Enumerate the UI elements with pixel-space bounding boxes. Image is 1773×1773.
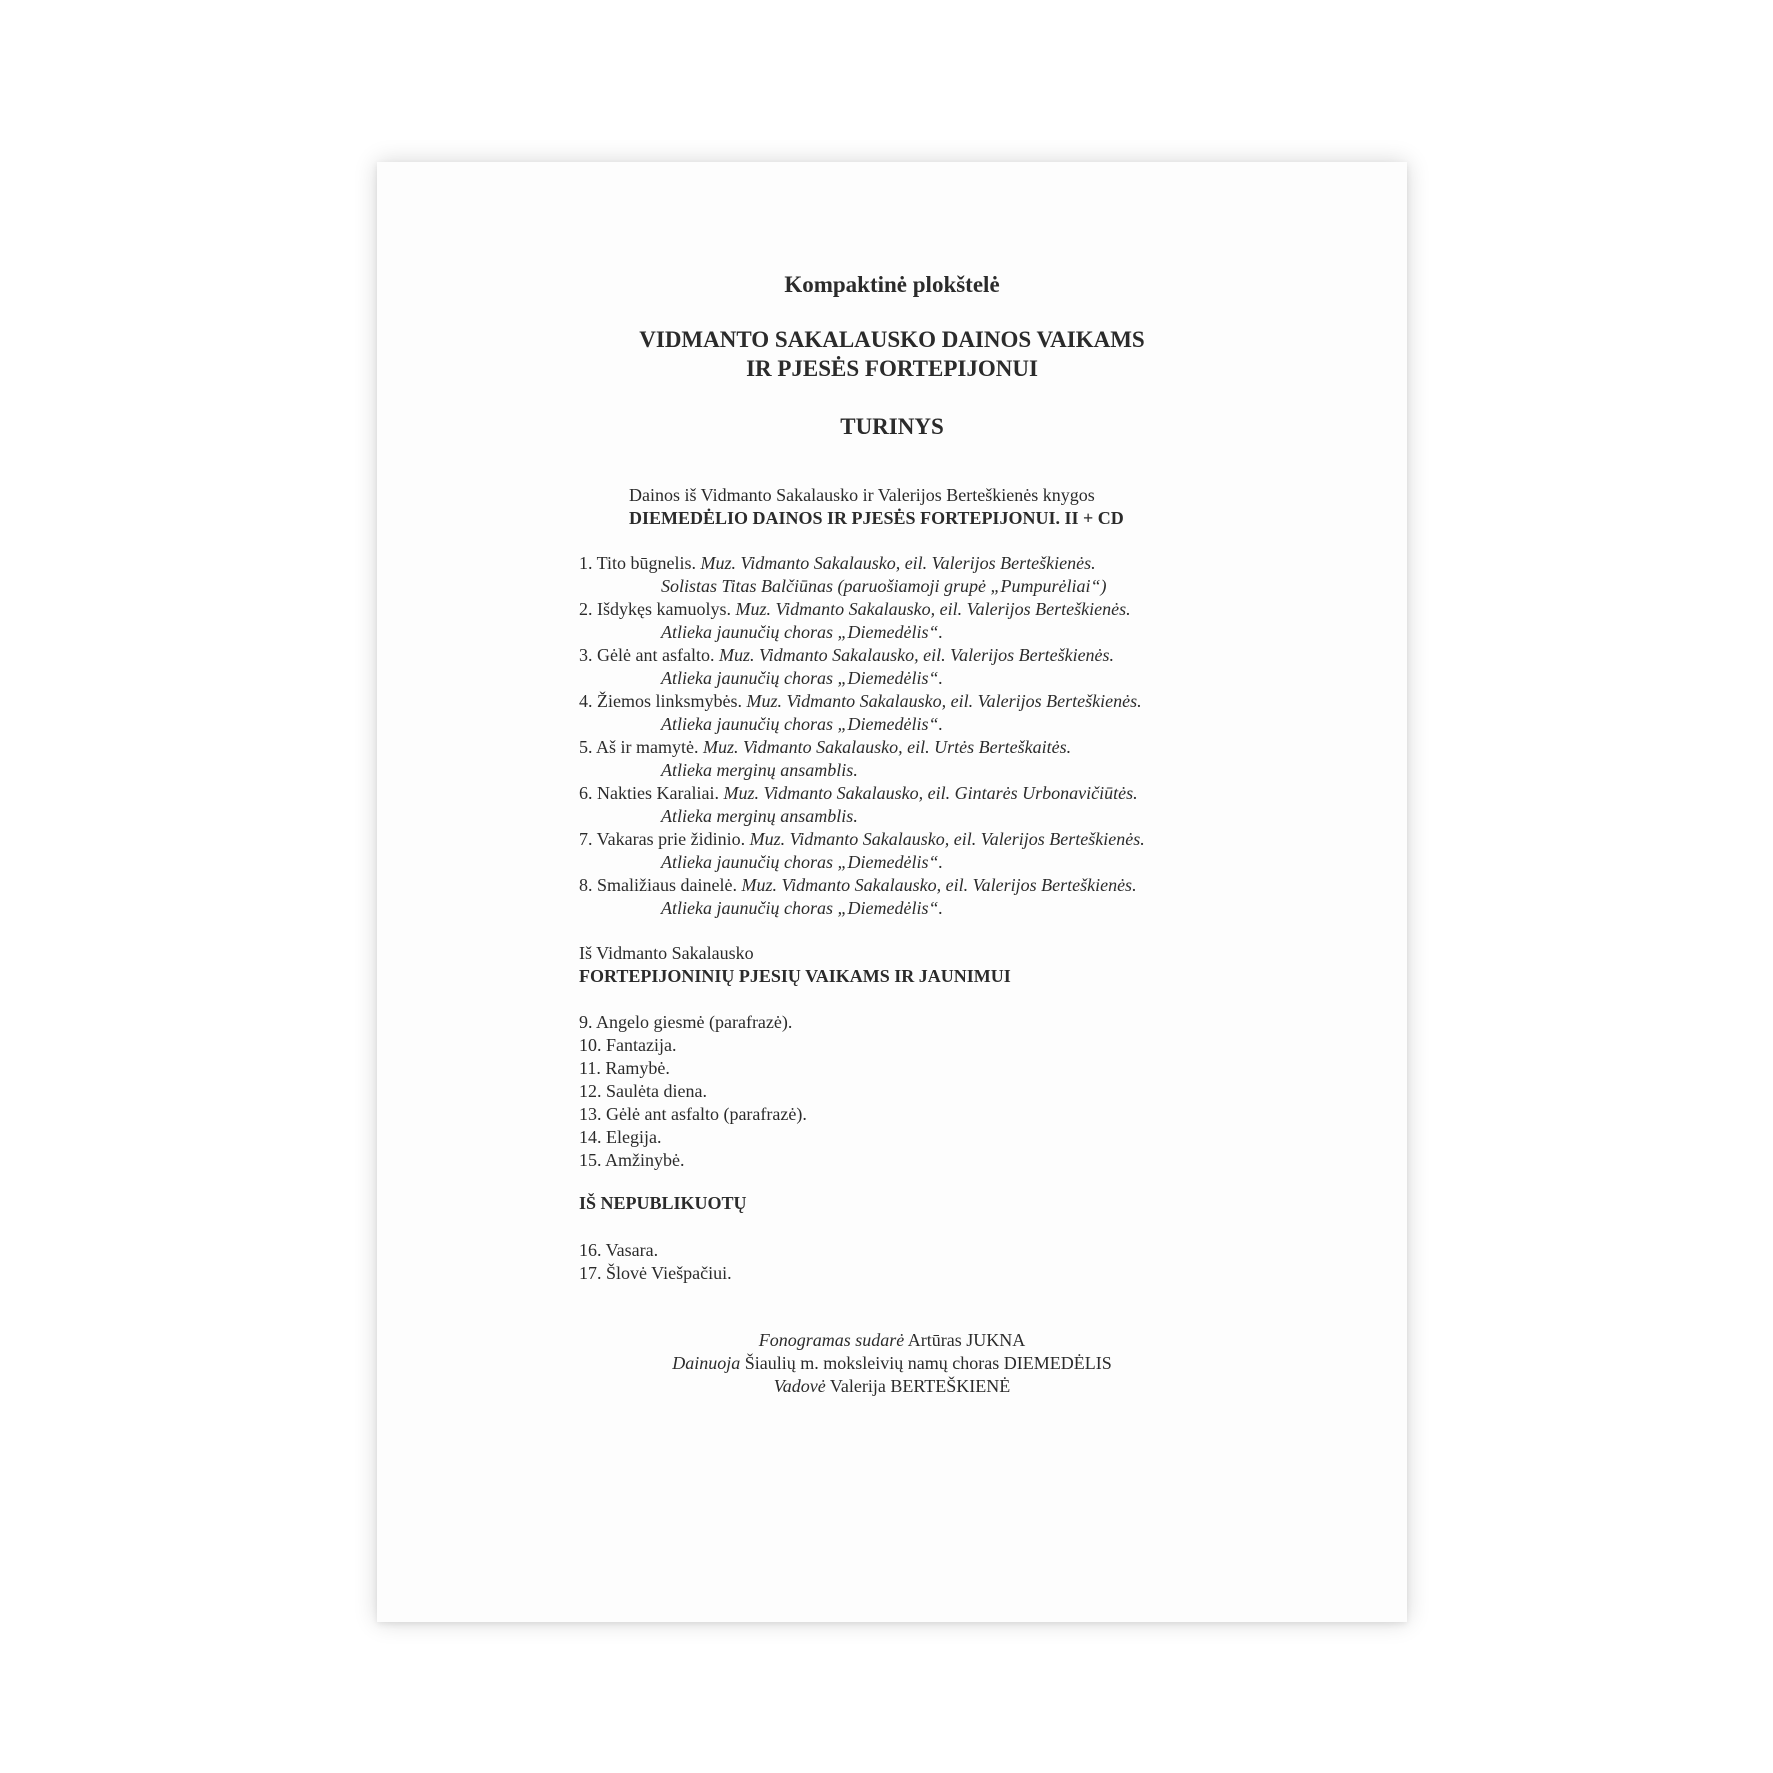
list-item	[579, 552, 1145, 598]
song-credit: Muz. Vidmanto Sakalausko, eil. Urtės Berteškaitės.	[703, 737, 1072, 757]
unpublished-list	[579, 1239, 732, 1285]
list-item: 12. Saulėta diena.	[579, 1081, 707, 1101]
songs-source-line: Dainos iš Vidmanto Sakalausko ir Valerijos Berteškienės knygos	[629, 485, 1095, 505]
credit-line	[377, 1329, 1407, 1352]
song-performer: Atlieka jaunučių choras „Diemedėlis“.	[661, 898, 943, 918]
list-item: 17. Šlovė Viešpačiui.	[579, 1263, 732, 1283]
song-performer: Atlieka merginų ansamblis.	[661, 806, 858, 826]
credit-line	[377, 1375, 1407, 1398]
credit-name: Valerija BERTEŠKIENĖ	[825, 1376, 1011, 1396]
song-credit: Muz. Vidmanto Sakalausko, eil. Valerijos Berteškienės.	[735, 599, 1131, 619]
contents-heading: TURINYS	[840, 414, 944, 439]
credit-role: Dainuoja	[672, 1353, 741, 1373]
title-line-2: IR PJESĖS FORTEPIJONUI	[746, 356, 1038, 381]
song-title: 6. Nakties Karaliai.	[579, 783, 724, 803]
list-item: 16. Vasara.	[579, 1240, 659, 1260]
credit-role: Fonogramas sudarė	[758, 1330, 905, 1350]
document-subtitle: Kompaktinė plokštelė	[784, 272, 1000, 297]
songs-source	[629, 484, 1124, 530]
document-title	[377, 325, 1407, 383]
song-title: 8. Smaližiaus dainelė.	[579, 875, 742, 895]
pieces-source	[579, 942, 1011, 988]
list-item	[579, 736, 1145, 782]
document-page	[377, 162, 1407, 1622]
song-performer: Atlieka jaunučių choras „Diemedėlis“.	[661, 668, 943, 688]
list-item	[579, 828, 1145, 874]
song-credit: Muz. Vidmanto Sakalausko, eil. Valerijos Berteškienės.	[700, 553, 1096, 573]
list-item: 14. Elegija.	[579, 1127, 662, 1147]
song-performer: Atlieka jaunučių choras „Diemedėlis“.	[661, 852, 943, 872]
song-performer: Atlieka jaunučių choras „Diemedėlis“.	[661, 622, 943, 642]
list-item	[579, 644, 1145, 690]
piece-list	[579, 1011, 807, 1172]
song-performer: Atlieka merginų ansamblis.	[661, 760, 858, 780]
list-item	[579, 782, 1145, 828]
song-title: 1. Tito būgnelis.	[579, 553, 701, 573]
song-title: 5. Aš ir mamytė.	[579, 737, 703, 757]
song-title: 3. Gėlė ant asfalto.	[579, 645, 719, 665]
title-line-1: VIDMANTO SAKALAUSKO DAINOS VAIKAMS	[639, 327, 1145, 352]
list-item: 10. Fantazija.	[579, 1035, 677, 1055]
list-item	[579, 598, 1145, 644]
song-list	[579, 552, 1145, 920]
list-item: 15. Amžinybė.	[579, 1150, 685, 1170]
song-credit: Muz. Vidmanto Sakalausko, eil. Valerijos Berteškienės.	[746, 691, 1142, 711]
song-title: 4. Žiemos linksmybės.	[579, 691, 747, 711]
song-title: 2. Išdykęs kamuolys.	[579, 599, 736, 619]
pieces-source-book: FORTEPIJONINIŲ PJESIŲ VAIKAMS IR JAUNIMUI	[579, 966, 1011, 986]
song-performer: Solistas Titas Balčiūnas (paruošiamoji grupė „Pumpurėliai“)	[661, 576, 1107, 596]
song-performer: Atlieka jaunučių choras „Diemedėlis“.	[661, 714, 943, 734]
song-credit: Muz. Vidmanto Sakalausko, eil. Valerijos Berteškienės.	[718, 645, 1115, 665]
song-credit: Muz. Vidmanto Sakalausko, eil. Valerijos Berteškienės.	[741, 875, 1137, 895]
credit-name: Artūras JUKNA	[904, 1330, 1026, 1350]
list-item	[579, 690, 1145, 736]
credit-name: Šiaulių m. moksleivių namų choras DIEMEDĖLIS	[740, 1353, 1112, 1373]
credit-role: Vadovė	[773, 1376, 826, 1396]
song-credit: Muz. Vidmanto Sakalausko, eil. Valerijos Berteškienės.	[749, 829, 1145, 849]
list-item: 11. Ramybė.	[579, 1058, 670, 1078]
list-item: 9. Angelo giesmė (parafrazė).	[579, 1012, 793, 1032]
songs-source-book: DIEMEDĖLIO DAINOS IR PJESĖS FORTEPIJONUI. II + CD	[629, 508, 1124, 528]
list-item: 13. Gėlė ant asfalto (parafrazė).	[579, 1104, 807, 1124]
list-item	[579, 874, 1145, 920]
song-title: 7. Vakaras prie židinio.	[579, 829, 750, 849]
unpublished-heading: IŠ NEPUBLIKUOTŲ	[579, 1193, 747, 1213]
song-credit: Muz. Vidmanto Sakalausko, eil. Gintarės Urbonavičiūtės.	[723, 783, 1138, 803]
pieces-source-line: Iš Vidmanto Sakalausko	[579, 943, 754, 963]
credit-line	[377, 1352, 1407, 1375]
credits	[377, 1329, 1407, 1398]
